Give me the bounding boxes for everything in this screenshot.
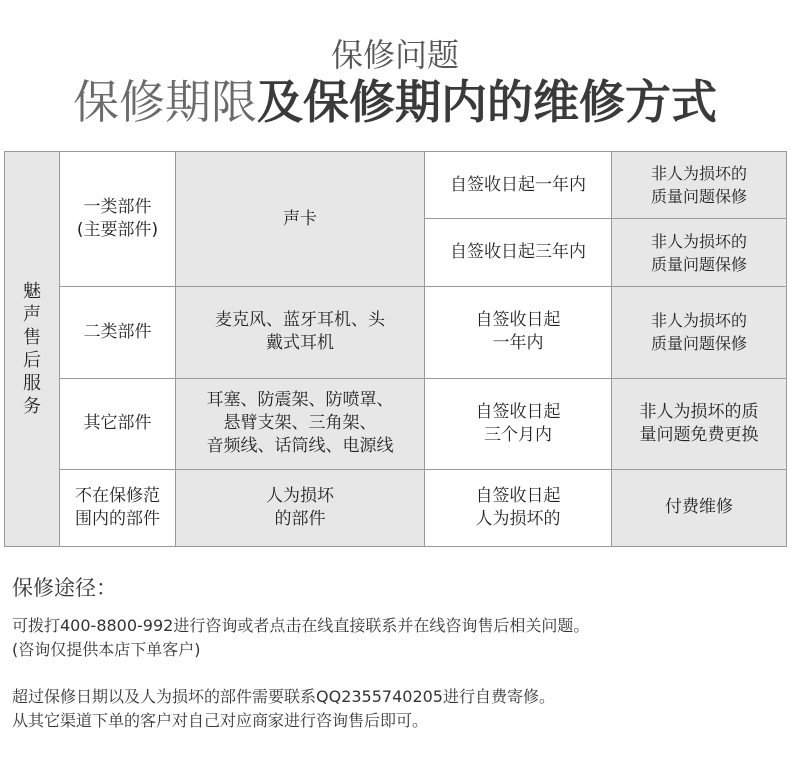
condition-line: 非人为损坏的质 [639,401,759,422]
parts-cell [176,152,425,287]
category-cell [60,378,176,469]
parts-line: 音频线、话筒线、电源线 [206,436,394,457]
route-line: 超过保修日期以及人为损坏的部件需要联系QQ2355740205进行自费寄修。 [12,687,555,706]
table-row [5,378,787,469]
category-cell [60,469,176,546]
condition-line: 非人为损坏的 [650,164,747,184]
parts-line: 人为损坏 [266,485,334,506]
condition-line: 质量问题保修 [650,334,747,354]
condition-cell [612,152,787,219]
period-cell [425,469,612,546]
parts-line: 麦克风、蓝牙耳机、头 [215,310,385,331]
parts-cell [176,378,425,469]
route-title: 保修途径： [12,576,117,600]
condition-cell [612,469,787,546]
parts-line: 戴式耳机 [266,333,334,354]
parts-cell [176,287,425,378]
period-line: 一年内 [492,333,544,354]
parts-cell [176,469,425,546]
parts-line: 悬臂支架、三角架、 [223,413,377,434]
condition-line: 质量问题保修 [650,187,747,207]
period-line: 自签收日起 [475,401,561,422]
condition-line: 量问题免费更换 [639,424,759,445]
category-cell [60,287,176,378]
route-paragraph-2 [12,685,782,733]
period-cell [425,152,612,219]
category-line: 二类部件 [83,321,152,342]
side-label: 魅声售后服务 [23,281,41,417]
category-line: (主要部件) [76,220,159,241]
category-line: 其它部件 [83,413,152,434]
condition-line: 质量问题保修 [650,254,747,274]
page-title [0,74,790,130]
period-line: 自签收日起 [475,485,561,506]
period-cell [425,378,612,469]
side-label-cell [5,152,60,547]
condition-line: 付费维修 [665,497,733,518]
parts-line: 耳塞、防震架、防喷罩、 [206,390,394,411]
condition-line: 非人为损坏的 [650,311,747,331]
period-cell [425,287,612,378]
category-line: 一类部件 [83,197,152,218]
table-row [5,469,787,546]
condition-cell [612,287,787,378]
title-light-part: 保修期限 [73,75,257,129]
route-line: 可拨打400-8800-992进行咨询或者点击在线直接联系并在线咨询售后相关问题。 [12,616,590,635]
condition-line: 非人为损坏的 [650,231,747,251]
parts-line: 的部件 [274,508,326,529]
page-subtitle: 保修问题 [330,36,459,74]
condition-cell [612,378,787,469]
period-line: 自签收日起三年内 [450,242,586,263]
condition-cell [612,219,787,287]
period-line: 自签收日起 [475,310,561,331]
route-paragraph-1 [12,614,782,662]
table-row [5,152,787,219]
route-line: 从其它渠道下单的客户对自己对应商家进行咨询售后即可。 [12,711,429,730]
title-bold-part: 及保修期内的维修方式 [257,75,717,129]
table-row [5,287,787,378]
period-line: 人为损坏的 [475,508,561,529]
route-line: (咨询仅提供本店下单客户) [12,640,201,659]
category-line: 不在保修范 [75,485,160,506]
category-line: 围内的部件 [75,508,160,529]
warranty-table [4,151,787,547]
category-cell [60,152,176,287]
parts-line: 声卡 [283,208,317,229]
period-line: 自签收日起一年内 [450,174,586,195]
period-line: 三个月内 [484,424,552,445]
period-cell [425,219,612,287]
